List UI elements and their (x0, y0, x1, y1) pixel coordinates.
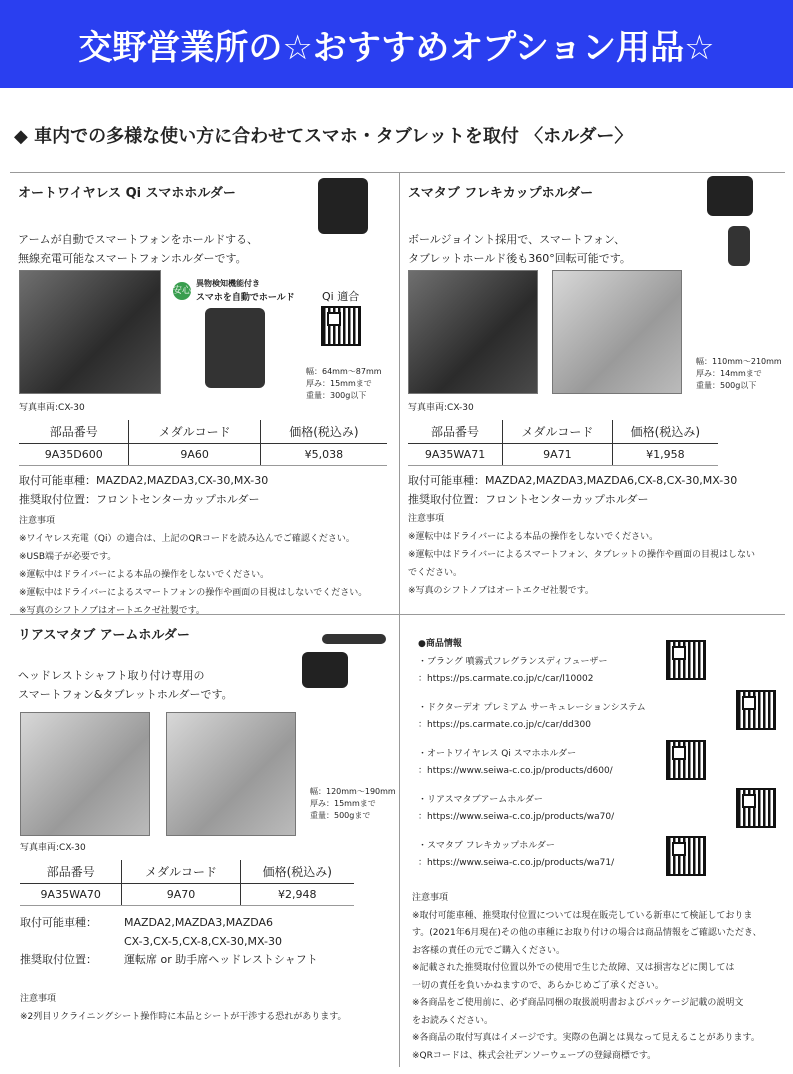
note-item: でください。 (408, 568, 463, 578)
info-item-url[interactable]: ：https://ps.carmate.co.jp/c/car/l10002 (418, 674, 594, 685)
divider (10, 172, 785, 173)
qr-code (321, 306, 361, 346)
compatible-models: MAZDA2,MAZDA3,MAZDA6 (124, 916, 274, 929)
note-item: す。(2021年6月現在)その他の車種にお取り付けの場合は商品情報をご確認いただき、 (412, 928, 762, 939)
price: ¥5,038 (260, 444, 387, 466)
recommended-position: 運転席 or 助手席ヘッドレストシャフト (124, 953, 318, 967)
info-item (418, 792, 614, 826)
product-title: リアスマタブ アームホルダー (18, 628, 190, 643)
column-header: 部品番号 (20, 860, 122, 884)
recommended-position: 推奨取付位置：フロントセンターカップホルダー (19, 492, 260, 506)
spec-list (696, 356, 782, 392)
badge: 安心 (173, 282, 191, 300)
compat-info (19, 472, 268, 509)
spec-table (408, 420, 718, 466)
product-image (318, 178, 368, 234)
spec-weight: 重量：500gまで (310, 811, 371, 820)
note-item: ※写真のシフトノブはオートエクゼ社製です。 (19, 606, 205, 616)
car-photo (552, 270, 682, 394)
notes-title: 注意事項 (19, 516, 56, 526)
notes-title: 注意事項 (408, 514, 445, 524)
spec-width: 幅：110mm～210mm (696, 357, 782, 366)
qr-code (666, 740, 706, 780)
product-description: ボールジョイント採用で、スマートフォン、 (408, 232, 626, 246)
info-item (418, 746, 613, 780)
product-image (205, 308, 265, 388)
notes (20, 990, 347, 1026)
qr-code (666, 836, 706, 876)
medal-code: 9A60 (129, 444, 260, 466)
promo-text: スマホを自動でホールド (196, 293, 295, 303)
part-number: 9A35WA71 (408, 444, 503, 466)
qi-label: Qi 適合 (322, 290, 360, 303)
column-header: 価格(税込み) (612, 420, 718, 444)
product-title: スマタブ フレキカップホルダー (408, 186, 594, 201)
column-header: 部品番号 (408, 420, 503, 444)
note-item: ※運転中はドライバーによる本品の操作をしないでください。 (19, 570, 270, 580)
qr-code (736, 788, 776, 828)
spec-weight: 重量：500g以下 (696, 381, 757, 390)
notes (408, 510, 755, 600)
column-header: 価格(税込み) (240, 860, 354, 884)
car-photo (20, 712, 150, 836)
spec-table (20, 860, 354, 906)
info-item (418, 654, 608, 688)
note-item: ※取付可能車種、推奨取付位置については現在販売している新車にて検証しておりま (412, 910, 753, 921)
product-info-panel (418, 638, 778, 652)
info-item-name: ・スマタブ フレキカップホルダー (418, 841, 555, 851)
note-item: ※運転中はドライバーによる本品の操作をしないでください。 (408, 532, 659, 542)
info-item-url[interactable]: ：https://www.seiwa-c.co.jp/products/wa71/ (418, 858, 615, 869)
note-item: ※各商品の取付写真はイメージです。実際の色調とは異なって見えることがあります。 (412, 1033, 760, 1044)
spec-list (310, 786, 396, 822)
spec-width: 幅：64mm～87mm (306, 367, 382, 376)
photo-caption: 写真車両:CX-30 (408, 403, 474, 413)
info-item-url[interactable]: ：https://www.seiwa-c.co.jp/products/d600/ (418, 766, 613, 777)
note-item: ※USB端子が必要です。 (19, 552, 117, 562)
note-item: ※運転中はドライバーによるスマートフォンの操作や画面の目視はしないでください。 (19, 588, 368, 598)
column-header: メダルコード (503, 420, 613, 444)
column-header: メダルコード (129, 420, 260, 444)
info-item-url[interactable]: ：https://ps.carmate.co.jp/c/car/dd300 (418, 720, 591, 731)
product-title: オートワイヤレス Qi スマホホルダー (18, 186, 236, 201)
price: ¥1,958 (612, 444, 718, 466)
product-image (707, 176, 753, 216)
product-image (302, 652, 348, 688)
notes-title: 注意事項 (412, 893, 449, 903)
car-photo (166, 712, 296, 836)
column-header: 部品番号 (19, 420, 129, 444)
note-item: お客様の責任の元でご購入ください。 (412, 945, 566, 956)
product-description: スマートフォン&タブレットホルダーです。 (18, 688, 233, 702)
notes (412, 890, 762, 1065)
page-banner: 交野営業所の☆おすすめオプション用品☆ (0, 0, 793, 88)
product-description: 無線充電可能なスマートフォンホルダーです。 (18, 252, 247, 266)
notes (19, 512, 367, 620)
compatible-models: CX-3,CX-5,CX-8,CX-30,MX-30 (124, 934, 282, 948)
section-headline: ◆ 車内での多様な使い方に合わせてスマホ・タブレットを取付 〈ホルダー〉 (14, 126, 633, 147)
car-photo (408, 270, 538, 394)
compatible-models-label: 取付可能車種： (20, 916, 97, 929)
photo-caption: 写真車両:CX-30 (20, 843, 86, 853)
info-item-name: ・ブラング 噴霧式フレグランスディフューザー (418, 657, 608, 667)
car-photo (19, 270, 161, 394)
note-item: ※記載された推奨取付位置以外での使用で生じた故障、又は損害などに関しては (412, 963, 735, 974)
spec-thickness: 厚み：15mmまで (310, 799, 376, 808)
divider (399, 172, 400, 1067)
medal-code: 9A71 (503, 444, 613, 466)
compatible-models: 取付可能車種：MAZDA2,MAZDA3,MAZDA6,CX-8,CX-30,MX-30 (408, 474, 738, 487)
part-number: 9A35WA70 (20, 884, 122, 906)
info-item-name: ・リアスマタブアームホルダー (418, 795, 543, 805)
product-image (322, 634, 386, 644)
note-item: ※各商品をご使用前に、必ず商品同梱の取扱説明書およびパッケージ記載の説明文 (412, 998, 744, 1009)
note-item: 一切の責任を負いかねますので、あらかじめご了承ください。 (412, 980, 664, 991)
qr-code (666, 640, 706, 680)
spec-table (19, 420, 387, 466)
spec-list (306, 366, 382, 402)
product-description: アームが自動でスマートフォンをホールドする、 (18, 232, 259, 246)
info-item (418, 838, 614, 872)
compatible-models: 取付可能車種：MAZDA2,MAZDA3,CX-30,MX-30 (19, 474, 269, 487)
photo-caption: 写真車両:CX-30 (19, 403, 85, 413)
spec-thickness: 厚み：14mmまで (696, 369, 762, 378)
info-item-name: ・ドクターデオ プレミアム サーキュレーションシステム (418, 703, 646, 713)
spec-weight: 重量：300g以下 (306, 391, 367, 400)
product-image (728, 226, 750, 266)
column-header: メダルコード (122, 860, 240, 884)
part-number: 9A35D600 (19, 444, 129, 466)
note-item: をお読みください。 (412, 1015, 494, 1026)
note-item: ※2列目リクライニングシート操作時に本品とシートが干渉する恐れがあります。 (20, 1012, 347, 1022)
product-description: ヘッドレストシャフト取り付け専用の (18, 668, 205, 682)
recommended-position: 推奨取付位置：フロントセンターカップホルダー (408, 492, 649, 506)
note-item: ※写真のシフトノブはオートエクゼ社製です。 (408, 586, 594, 596)
note-item: ※QRコードは、株式会社デンソーウェーブの登録商標です。 (412, 1050, 657, 1061)
notes-title: 注意事項 (20, 994, 57, 1004)
note-item: ※ワイヤレス充電（Qi）の適合は、上記のQRコードを読み込んでご確認ください。 (19, 534, 355, 544)
medal-code: 9A70 (122, 884, 240, 906)
spec-thickness: 厚み：15mmまで (306, 379, 372, 388)
compat-info (20, 914, 318, 970)
recommended-position-label: 推奨取付位置： (20, 953, 97, 967)
info-item-url[interactable]: ：https://www.seiwa-c.co.jp/products/wa70/ (418, 812, 615, 823)
qr-code (736, 690, 776, 730)
compat-info (408, 472, 737, 509)
price: ¥2,948 (240, 884, 354, 906)
info-title: ●商品情報 (418, 639, 462, 649)
note-item: ※運転中はドライバーによるスマートフォン、タブレットの操作や画面の目視はしない (408, 550, 756, 560)
product-description: タブレットホールド後も360°回転可能です。 (408, 252, 631, 266)
spec-width: 幅：120mm～190mm (310, 787, 396, 796)
info-item (418, 700, 646, 734)
promo-text: 異物検知機能付き (196, 279, 260, 288)
column-header: 価格(税込み) (260, 420, 387, 444)
info-item-name: ・オートワイヤレス Qi スマホホルダー (418, 749, 577, 759)
